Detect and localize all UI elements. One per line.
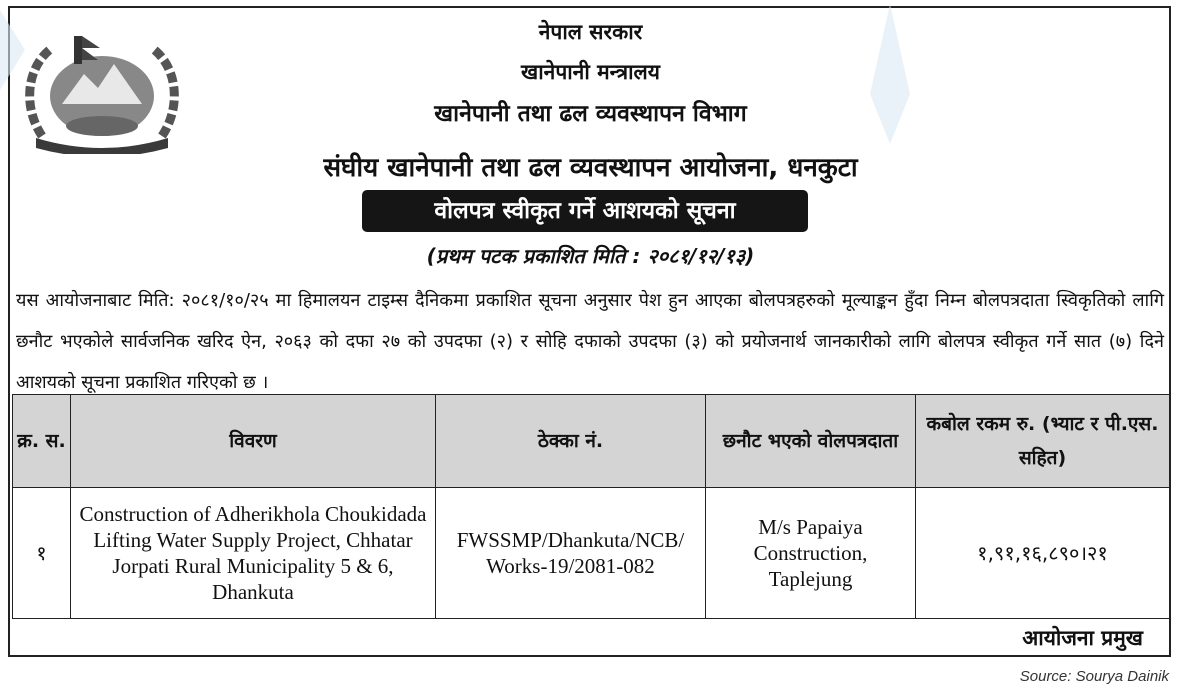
header-government: नेपाल सरकार: [538, 20, 643, 44]
bid-table: [12, 394, 1170, 619]
header-amount: कबोल रकम रु. (भ्याट र पी.एस. सहित): [916, 395, 1170, 488]
header-ministry: खानेपानी मन्त्रालय: [521, 60, 660, 84]
publication-date: (प्रथम पटक प्रकाशित मिति : २०८१/१२/१३): [426, 244, 755, 268]
header-description: विवरण: [71, 395, 436, 488]
header-contract-no: ठेक्का नं.: [436, 395, 706, 488]
header-project-office: संघीय खानेपानी तथा ढल व्यवस्थापन आयोजना, धनकुटा: [323, 153, 858, 183]
cell-description: Construction of Adherikhola Choukidada Lifting Water Supply Project, Chhatar Jorpati Rural Municipality 5 & 6, Dhankuta: [71, 488, 436, 619]
source-credit: Source: Sourya Dainik: [1019, 668, 1169, 685]
cell-amount: १,९१,१६,८९०।२१: [916, 488, 1170, 619]
cell-serial: १: [13, 488, 71, 619]
notice-body: यस आयोजनाबाट मिति: २०८१/१०/२५ मा हिमालयन टाइम्स दैनिकमा प्रकाशित सूचना अनुसार पेश हुन आएका बोलपत्रहरुको मूल्याङ्कन हुँदा निम्न बोलपत्रदाता स्विकृतिको लागि छनौट भएकोले सार्वजनिक खरिद ऐन, २०६३ को दफा २७ को उपदफा (२) र सोहि दफाको उपदफा (३) को प्रयोजनार्थ जानकारीको लागि बोलपत्र स्वीकृत गर्ने सात (७) दिने आशयको सूचना प्रकाशित गरिएको छ ।: [16, 290, 1164, 393]
table-row: [13, 488, 1170, 619]
notice-title: वोलपत्र स्वीकृत गर्ने आशयको सूचना: [362, 190, 808, 232]
header-department: खानेपानी तथा ढल व्यवस्थापन विभाग: [434, 101, 747, 127]
signature-project-chief: आयोजना प्रमुख: [1022, 626, 1143, 650]
cell-contract-no: FWSSMP/Dhankuta/NCB/ Works-19/2081-082: [436, 488, 706, 619]
header-serial: क्र. स.: [13, 395, 71, 488]
cell-bidder: M/s Papaiya Construction, Taplejung: [706, 488, 916, 619]
table-header-row: [13, 395, 1170, 488]
header-bidder: छनौट भएको वोलपत्रदाता: [706, 395, 916, 488]
